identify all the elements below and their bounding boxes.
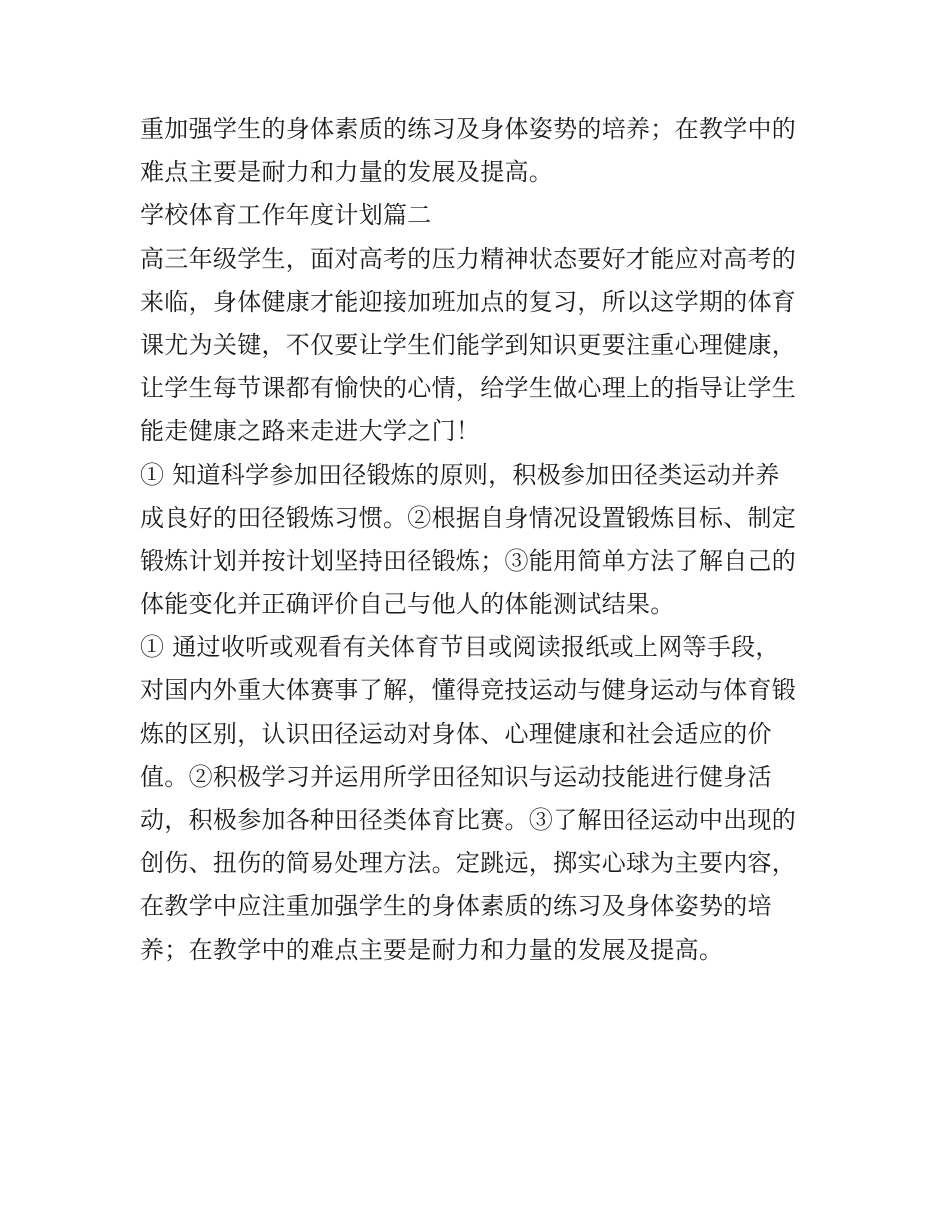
text-line: 来临，身体健康才能迎接加班加点的复习，所以这学期的体育 xyxy=(140,287,797,316)
text-line: 让学生每节课都有愉快的心情，给学生做心理上的指导让学生 xyxy=(140,374,797,403)
text-line: 在教学中应注重加强学生的身体素质的练习及身体姿势的培 xyxy=(140,892,772,921)
text-line: 养；在教学中的难点主要是耐力和力量的发展及提高。 xyxy=(140,935,724,964)
text-line: ① 通过收听或观看有关体育节目或阅读报纸或上网等手段， xyxy=(140,633,780,662)
text-line: 值。②积极学习并运用所学田径知识与运动技能进行健身活 xyxy=(140,762,772,791)
text-line: 高三年级学生，面对高考的压力精神状态要好才能应对高考的 xyxy=(140,244,797,273)
text-line: 动，积极参加各种田径类体育比赛。③了解田径运动中出现的 xyxy=(140,806,797,834)
text-line: 对国内外重大体赛事了解，懂得竞技运动与健身运动与体育锻 xyxy=(140,676,797,705)
text-line: 能走健康之路来走进大学之门！ xyxy=(140,417,481,446)
text-line: 重加强学生的身体素质的练习及身体姿势的培养；在教学中的 xyxy=(140,115,797,143)
text-line: ① 知道科学参加田径锻炼的原则，积极参加田径类运动并养 xyxy=(140,460,780,489)
text-line: 难点主要是耐力和力量的发展及提高。 xyxy=(140,158,554,187)
text-line: 成良好的田径锻炼习惯。②根据自身情况设置锻炼目标、制定 xyxy=(140,503,797,532)
text-line: 课尤为关键，不仅要让学生们能学到知识更要注重心理健康， xyxy=(140,330,797,359)
text-line: 锻炼计划并按计划坚持田径锻炼；③能用简单方法了解自己的 xyxy=(140,546,797,575)
text-line: 炼的区别，认识田径运动对身体、心理健康和社会适应的价 xyxy=(140,719,772,748)
section-heading: 学校体育工作年度计划篇二 xyxy=(140,201,432,230)
text-line: 体能变化并正确评价自己与他人的体能测试结果。 xyxy=(140,590,675,619)
document-body xyxy=(140,108,820,972)
text-line: 创伤、扭伤的简易处理方法。定跳远，掷实心球为主要内容， xyxy=(140,849,797,878)
